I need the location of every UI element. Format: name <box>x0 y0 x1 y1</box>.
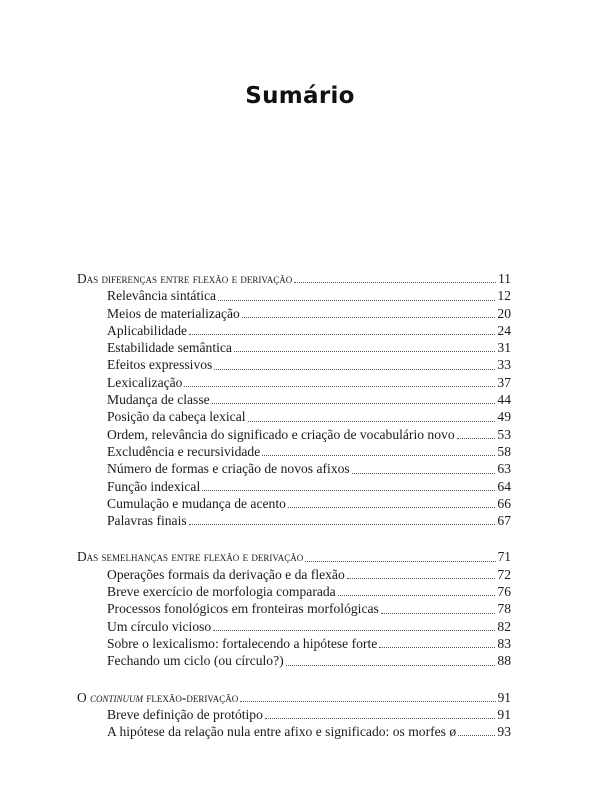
toc-entry-label: Efeitos expressivos <box>107 357 213 373</box>
toc-entry[interactable] <box>77 618 511 635</box>
toc-page-number: 71 <box>497 549 511 565</box>
toc-entry[interactable] <box>77 443 511 460</box>
toc-entry[interactable] <box>77 583 511 600</box>
leader-dots <box>240 701 495 702</box>
toc-entry-label: Posição da cabeça lexical <box>107 409 246 425</box>
leader-dots <box>379 647 495 648</box>
leader-dots <box>458 735 495 736</box>
toc-page-number: 83 <box>497 635 511 651</box>
toc-entry-label: Meios de materialização <box>107 305 240 321</box>
toc-heading[interactable] <box>77 689 511 706</box>
toc-entry-label: Operações formais da derivação e da flexão <box>107 566 345 582</box>
leader-dots <box>338 595 496 596</box>
toc-entry[interactable] <box>77 478 511 495</box>
toc-entry-label: Breve exercício de morfologia comparada <box>107 584 336 600</box>
toc-page-number: 44 <box>497 392 511 408</box>
leader-dots <box>381 613 496 614</box>
toc-heading-italic: continuum <box>90 689 144 705</box>
toc-page-number: 93 <box>497 724 511 740</box>
toc-page-number: 82 <box>497 618 511 634</box>
toc-entry[interactable] <box>77 391 511 408</box>
toc-entry[interactable] <box>77 706 511 723</box>
toc-entry-label: Relevância sintática <box>107 288 217 304</box>
toc-section-continuum <box>77 689 511 741</box>
toc-page-number: 91 <box>497 706 511 722</box>
leader-dots <box>214 369 495 370</box>
toc-page-number: 78 <box>497 601 511 617</box>
toc-entry[interactable] <box>77 356 511 373</box>
leader-dots <box>212 403 496 404</box>
leader-dots <box>184 386 495 387</box>
leader-dots <box>234 351 495 352</box>
toc-page-number: 20 <box>497 305 511 321</box>
toc-section-differences <box>77 270 511 529</box>
toc-entry-label: Um círculo vicioso <box>107 618 212 634</box>
toc-page-number: 63 <box>497 461 511 477</box>
toc-entry[interactable] <box>77 495 511 512</box>
toc-entry-label: Breve definição de protótipo <box>107 706 263 722</box>
toc-section-similarities <box>77 548 511 669</box>
toc-heading[interactable] <box>77 270 511 287</box>
leader-dots <box>286 665 496 666</box>
toc-page-number: 12 <box>497 288 511 304</box>
toc-entry[interactable] <box>77 460 511 477</box>
leader-dots <box>202 490 495 491</box>
leader-dots <box>347 578 496 579</box>
toc-heading-label <box>77 689 238 706</box>
leader-dots <box>213 630 495 631</box>
toc-entry[interactable] <box>77 374 511 391</box>
toc-entry-label: Lexicalização <box>107 374 183 390</box>
toc-heading-prefix: O <box>77 689 91 705</box>
toc-entry-label: A hipótese da relação nula entre afixo e significado: os morfes ø <box>107 724 457 740</box>
leader-dots <box>352 473 496 474</box>
toc-page-number: 11 <box>498 271 511 286</box>
toc-page-number: 66 <box>497 495 511 511</box>
toc-heading-label: Das semelhanças entre flexão e derivação <box>77 549 304 565</box>
leader-dots <box>305 561 495 562</box>
leader-dots <box>262 455 495 456</box>
toc-page-number: 53 <box>497 426 511 442</box>
toc-entry[interactable] <box>77 408 511 425</box>
toc-page-number: 91 <box>497 689 511 705</box>
toc-page-number: 49 <box>497 409 511 425</box>
toc-page-number: 58 <box>497 443 511 459</box>
toc-entry-label: Fechando um ciclo (ou círculo?) <box>107 653 284 669</box>
page-title: Sumário <box>245 83 355 109</box>
toc-entry[interactable] <box>77 339 511 356</box>
toc-entry-label: Sobre o lexicalismo: fortalecendo a hipótese forte <box>107 635 378 651</box>
toc-entry[interactable] <box>77 635 511 652</box>
leader-dots <box>189 334 495 335</box>
toc-entry-label: Cumulação e mudança de acento <box>107 495 286 511</box>
toc-entry[interactable] <box>77 426 511 443</box>
toc-entry[interactable] <box>77 305 511 322</box>
toc-page-number: 72 <box>497 566 511 582</box>
toc-entry[interactable] <box>77 723 511 740</box>
toc-page-number: 76 <box>497 584 511 600</box>
toc-entry[interactable] <box>77 512 511 529</box>
toc-heading-suffix: flexão-derivação <box>143 689 239 705</box>
toc-entry-label: Estabilidade semântica <box>107 340 232 356</box>
leader-dots <box>248 421 496 422</box>
leader-dots <box>218 300 495 301</box>
leader-dots <box>265 718 496 719</box>
toc-page-number: 37 <box>497 374 511 390</box>
toc-page-number: 88 <box>497 653 511 669</box>
toc-entry-label: Excludência e recursividade <box>107 443 261 459</box>
table-of-contents <box>77 270 511 740</box>
toc-heading[interactable] <box>77 548 511 565</box>
toc-entry[interactable] <box>77 566 511 583</box>
toc-page-number: 31 <box>497 340 511 356</box>
toc-entry[interactable] <box>77 322 511 339</box>
toc-entry-label: Mudança de classe <box>107 392 210 408</box>
toc-entry[interactable] <box>77 652 511 669</box>
toc-entry-label: Palavras finais <box>107 513 187 529</box>
toc-entry-label: Função indexical <box>107 478 201 494</box>
toc-entry-label: Processos fonológicos em fronteiras morfológicas <box>107 601 379 617</box>
leader-dots <box>242 317 496 318</box>
leader-dots <box>294 282 496 283</box>
toc-page-number: 67 <box>497 513 511 529</box>
toc-entry-label: Número de formas e criação de novos afixos <box>107 461 350 477</box>
leader-dots <box>288 507 496 508</box>
toc-page-number: 33 <box>497 357 511 373</box>
toc-entry[interactable] <box>77 600 511 617</box>
toc-page-number: 24 <box>497 322 511 338</box>
toc-entry-label: Ordem, relevância do significado e criação de vocabulário novo <box>107 426 455 442</box>
leader-dots <box>189 524 496 525</box>
toc-entry[interactable] <box>77 287 511 304</box>
toc-heading-label: Das diferenças entre flexão e derivação <box>77 271 293 286</box>
leader-dots <box>457 438 496 439</box>
toc-page-number: 64 <box>497 478 511 494</box>
toc-entry-label: Aplicabilidade <box>107 322 188 338</box>
